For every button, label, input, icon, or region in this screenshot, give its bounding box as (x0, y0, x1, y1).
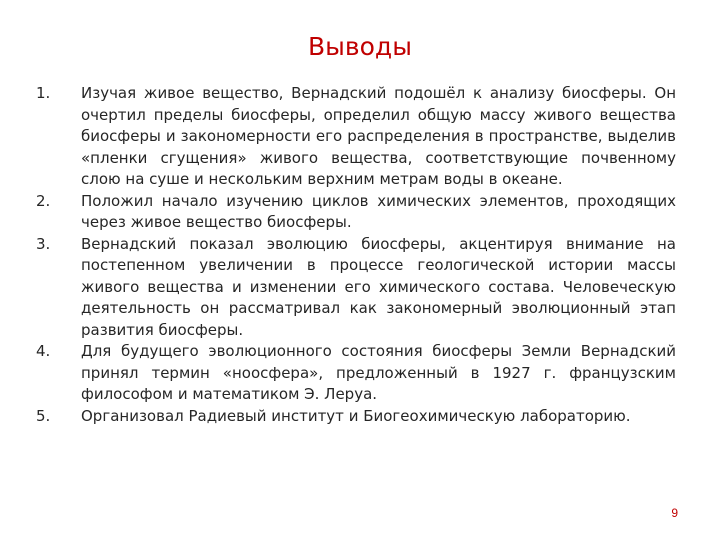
conclusions-list (36, 83, 676, 427)
list-item-text: Для будущего эволюционного состояния биосферы Земли Вернадский принял термин «ноосфера», предложенный в 1927 г. французским философом и математиком Э. Леруа. (81, 342, 676, 403)
slide-title: Выводы (308, 32, 412, 61)
list-item-number: 5. (36, 406, 51, 425)
list-item-number: 3. (36, 234, 51, 253)
list-item-text: Положил начало изучению циклов химических элементов, проходящих через живое вещество биосферы. (81, 191, 676, 231)
list-item-number: 2. (36, 191, 51, 210)
list-item-number: 4. (36, 342, 51, 360)
list-item (36, 406, 676, 428)
list-item (36, 191, 676, 234)
list-item (36, 341, 676, 406)
list-item-text: Изучая живое вещество, Вернадский подошёл к анализу биосферы. Он очертил пределы биосферы, определил общую массу живого вещества биосферы и закономерности его распределения в пространстве, выделив «пленки сгущения» живого вещества, соответствующие почвенному слою на суше и нескольким верхним метрам воды в океане. (81, 84, 676, 188)
list-item-text: Вернадский показал эволюцию биосферы, акцентируя внимание на постепенном увеличении в процессе геологической истории массы живого вещества и изменении его химического состава. Человеческую деятельность он рассматривал как закономерный эволюционный этап развития биосферы. (81, 234, 676, 339)
list-item-number: 1. (36, 84, 51, 102)
list-item (36, 234, 676, 342)
page-number: 9 (671, 506, 678, 520)
list-item-text: Организовал Радиевый институт и Биогеохимическую лабораторию. (81, 406, 631, 425)
list-item (36, 83, 676, 191)
